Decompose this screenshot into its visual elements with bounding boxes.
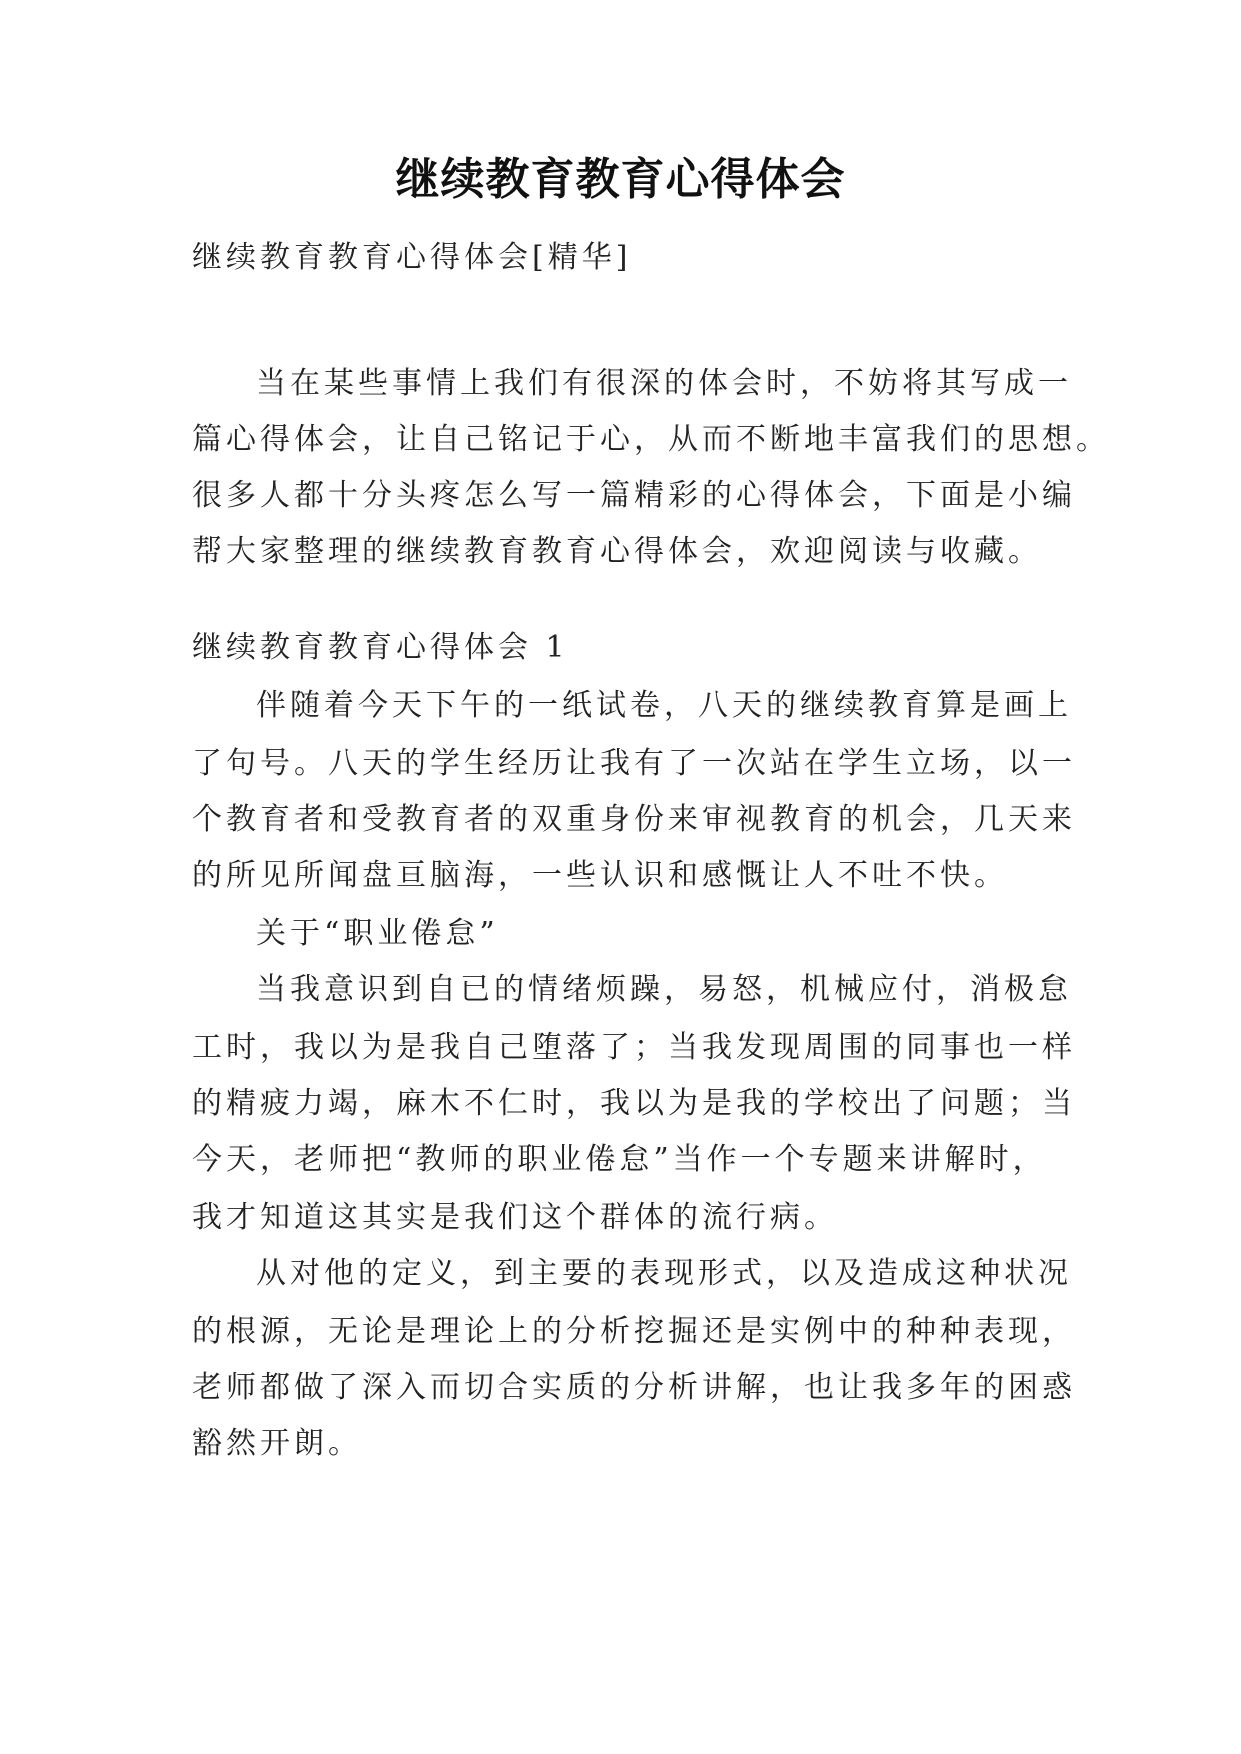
section-line: 工时，我以为是我自己堕落了；当我发现周围的同事也一样 bbox=[192, 1030, 1076, 1065]
section-line: 豁然开朗。 bbox=[192, 1426, 362, 1461]
section-line: 当我意识到自已的情绪烦躁，易怒，机械应付，消极怠 bbox=[256, 972, 1072, 1007]
intro-line: 篇心得体会，让自己铭记于心，从而不断地丰富我们的思想。 bbox=[192, 422, 1110, 457]
section-line: 老师都做了深入而切合实质的分析讲解，也让我多年的困惑 bbox=[192, 1370, 1076, 1405]
section-line: 了句号。八天的学生经历让我有了一次站在学生立场，以一 bbox=[192, 746, 1076, 781]
section-line: 从对他的定义，到主要的表现形式，以及造成这种状况 bbox=[256, 1256, 1072, 1291]
section-line: 伴随着今天下午的一纸试卷，八天的继续教育算是画上 bbox=[256, 688, 1072, 723]
intro-line: 帮大家整理的继续教育教育心得体会，欢迎阅读与收藏。 bbox=[192, 534, 1042, 569]
intro-line: 很多人都十分头疼怎么写一篇精彩的心得体会，下面是小编 bbox=[192, 478, 1076, 513]
section-line: 的所见所闻盘亘脑海，一些认识和感慨让人不吐不快。 bbox=[192, 858, 1008, 893]
section-line: 个教育者和受教育者的双重身份来审视教育的机会，几天来 bbox=[192, 802, 1076, 837]
section-line: 的根源，无论是理论上的分析挖掘还是实例中的种种表现， bbox=[192, 1314, 1076, 1349]
section-line: 今天，老师把“教师的职业倦怠”当作一个专题来讲解时， bbox=[192, 1142, 1047, 1177]
section-line: 的精疲力竭，麻木不仁时，我以为是我的学校出了问题；当 bbox=[192, 1086, 1076, 1121]
section-heading: 继续教育教育心得体会 1 bbox=[192, 630, 569, 665]
section-line: 我才知道这其实是我们这个群体的流行病。 bbox=[192, 1200, 838, 1235]
document-title: 继续教育教育心得体会 bbox=[395, 154, 846, 205]
document-subtitle: 继续教育教育心得体会[精华] bbox=[192, 240, 632, 275]
section-line: 关于“职业倦怠” bbox=[256, 916, 499, 951]
intro-line: 当在某些事情上我们有很深的体会时，不妨将其写成一 bbox=[256, 366, 1072, 401]
